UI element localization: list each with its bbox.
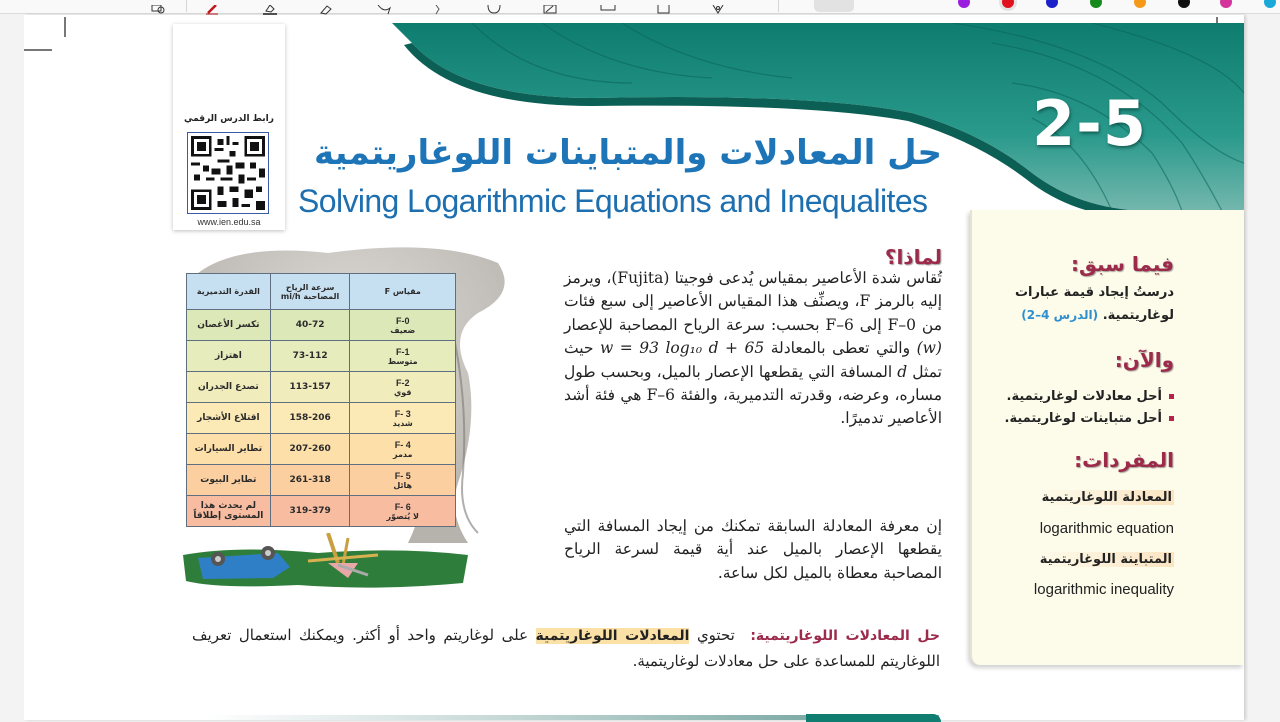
qr-card[interactable] (173, 24, 285, 230)
scale-cell: F- 3 شديد (350, 403, 456, 434)
objective-item: أحل متباينات لوغاريتمية. (974, 408, 1174, 430)
fujita-scale-table (186, 273, 456, 527)
key-term-highlight: المعادلات اللوغاريتمية (535, 628, 690, 644)
section-tab (806, 714, 941, 722)
vocab-term-arabic: المتباينة اللوغاريتمية (1039, 552, 1172, 567)
lesson-title-english: Solving Logarithmic Equations and Inequalites (298, 183, 928, 219)
damage-cell: اهتزاز (187, 341, 271, 372)
why-heading: لماذا؟ (884, 245, 942, 269)
speed-cell: 158-206 (270, 403, 350, 434)
fujita-equation: w = 93 log₁₀ d + 65 (599, 339, 765, 358)
lesson-number: 2-5 (1032, 87, 1148, 160)
annotation-toolbar (0, 0, 1280, 14)
now-heading: والآن: (1114, 348, 1174, 372)
laser-pointer-icon[interactable] (430, 0, 446, 10)
previous-text: درستُ إيجاد قيمة عبارات لوغاريتمية. (الدرس 4–2) (1014, 285, 1174, 323)
text-box-icon[interactable] (542, 0, 558, 10)
table-row (187, 496, 456, 527)
color-green-swatch[interactable] (1090, 0, 1102, 8)
pen-icon[interactable] (204, 0, 220, 10)
lesson-reference-link[interactable]: (الدرس 4–2) (1021, 308, 1099, 322)
debris-illustration (178, 533, 478, 593)
damage-cell: تطاير البيوت (187, 465, 271, 496)
pin-icon[interactable] (710, 0, 726, 10)
definition-label: حل المعادلات اللوغاريتمية: (750, 628, 940, 644)
document-page (24, 15, 1244, 720)
header-wind-speed: سرعة الرياح المصاحبة mi/h (270, 274, 350, 310)
header-damage: القدرة التدميرية (187, 274, 271, 310)
scale-cell: F-2 قوي (350, 372, 456, 403)
scale-cell: F-1 متوسط (350, 341, 456, 372)
table-row (187, 341, 456, 372)
color-orange-swatch[interactable] (1134, 0, 1146, 8)
vocab-term-english: logarithmic equation (1039, 520, 1174, 537)
shape-icon[interactable] (486, 0, 502, 10)
eraser-icon[interactable] (318, 0, 334, 10)
objectives-list (974, 386, 1174, 430)
color-pink-swatch[interactable] (1220, 0, 1232, 8)
table-row (187, 372, 456, 403)
highlighter-icon[interactable] (262, 0, 278, 10)
color-red-swatch[interactable] (1002, 0, 1014, 8)
qr-code-icon[interactable] (187, 132, 269, 214)
previous-heading: فيما سبق: (1071, 252, 1174, 276)
damage-cell: تكسر الأغصان (187, 310, 271, 341)
table-row (187, 310, 456, 341)
scale-cell: F- 4 مدمر (350, 434, 456, 465)
speed-cell: 261-318 (270, 465, 350, 496)
color-blue-swatch[interactable] (1046, 0, 1058, 8)
note-icon[interactable] (656, 0, 672, 10)
why-paragraph: تُقاس شدة الأعاصير بمقياس يُدعى فوجيتا (Fujita)، ويرمز إليه بالرمز F، ويصنِّف هذا المقياس الأعاصير إلى سبع فئات من F–0 إلى F–6 بحسب: سرعة الرياح المصاحبة للإعصار (w) والتي تعطى بالمعادلة w = 93 log₁₀ d + 65 حيث تمثل d المسافة التي يقطعها الإعصار بالميل، وبحسب طول مساره، وعرضه، وقدرته التدميرية، والفئة F–6 هي فئة أشد الأعاصير تدميرًا. (564, 269, 942, 428)
speed-cell: 207-260 (270, 434, 350, 465)
qr-url[interactable]: www.ien.edu.sa (197, 217, 261, 227)
header-scale: مقياس F (350, 274, 456, 310)
vocab-term-english: logarithmic inequality (1033, 581, 1174, 598)
color-purple-swatch[interactable] (958, 0, 970, 8)
lesson-sidebar (970, 210, 1244, 665)
why-paragraph-2: إن معرفة المعادلة السابقة تمكنك من إيجاد المسافة التي يقطعها الإعصار بالميل عند أية قيمة لسرعة الرياح المصاحبة معطاة بالميل لكل ساعة. (564, 517, 942, 582)
vocab-term-arabic: المعادلة اللوغاريتمية (1041, 490, 1172, 505)
tornado-figure (178, 243, 498, 598)
definition-paragraph: حل المعادلات اللوغاريتمية: تحتوي المعادلات اللوغاريتمية على لوغاريتم واحد أو أكثر. ويمكنك استعمال تعريف اللوغاريتم للمساعدة على حل معادلات لوغاريتمية. (192, 626, 940, 670)
table-row (187, 403, 456, 434)
color-cyan-swatch[interactable] (1264, 0, 1276, 8)
speed-cell: 113-157 (270, 372, 350, 403)
damage-cell: اقتلاع الأشجار (187, 403, 271, 434)
speed-cell: 73-112 (270, 341, 350, 372)
table-row (187, 465, 456, 496)
qr-label: رابط الدرس الرقمي (184, 114, 274, 124)
zoom-select-icon[interactable] (150, 0, 166, 10)
lesson-title-arabic: حل المعادلات والمتباينات اللوغاريتمية (313, 133, 942, 173)
color-black-swatch[interactable] (1178, 0, 1190, 8)
scale-cell: F-0 ضعيف (350, 310, 456, 341)
crop-mark (64, 17, 66, 37)
crop-mark (24, 49, 52, 51)
speed-cell: 319-379 (270, 496, 350, 527)
scale-cell: F- 6 لا يُتصوّر (350, 496, 456, 527)
table-row (187, 434, 456, 465)
damage-cell: تصدع الجدران (187, 372, 271, 403)
speed-cell: 40-72 (270, 310, 350, 341)
damage-cell: تطاير السيارات (187, 434, 271, 465)
tool-slot-active[interactable] (814, 0, 854, 12)
rectangle-icon[interactable] (600, 0, 616, 10)
lasso-icon[interactable] (376, 0, 392, 10)
objective-item: أحل معادلات لوغاريتمية. (974, 386, 1174, 408)
vocab-heading: المفردات: (1074, 448, 1174, 472)
damage-cell: لم يحدث هذا المستوى إطلاقاً (187, 496, 271, 527)
scale-cell: F- 5 هائل (350, 465, 456, 496)
